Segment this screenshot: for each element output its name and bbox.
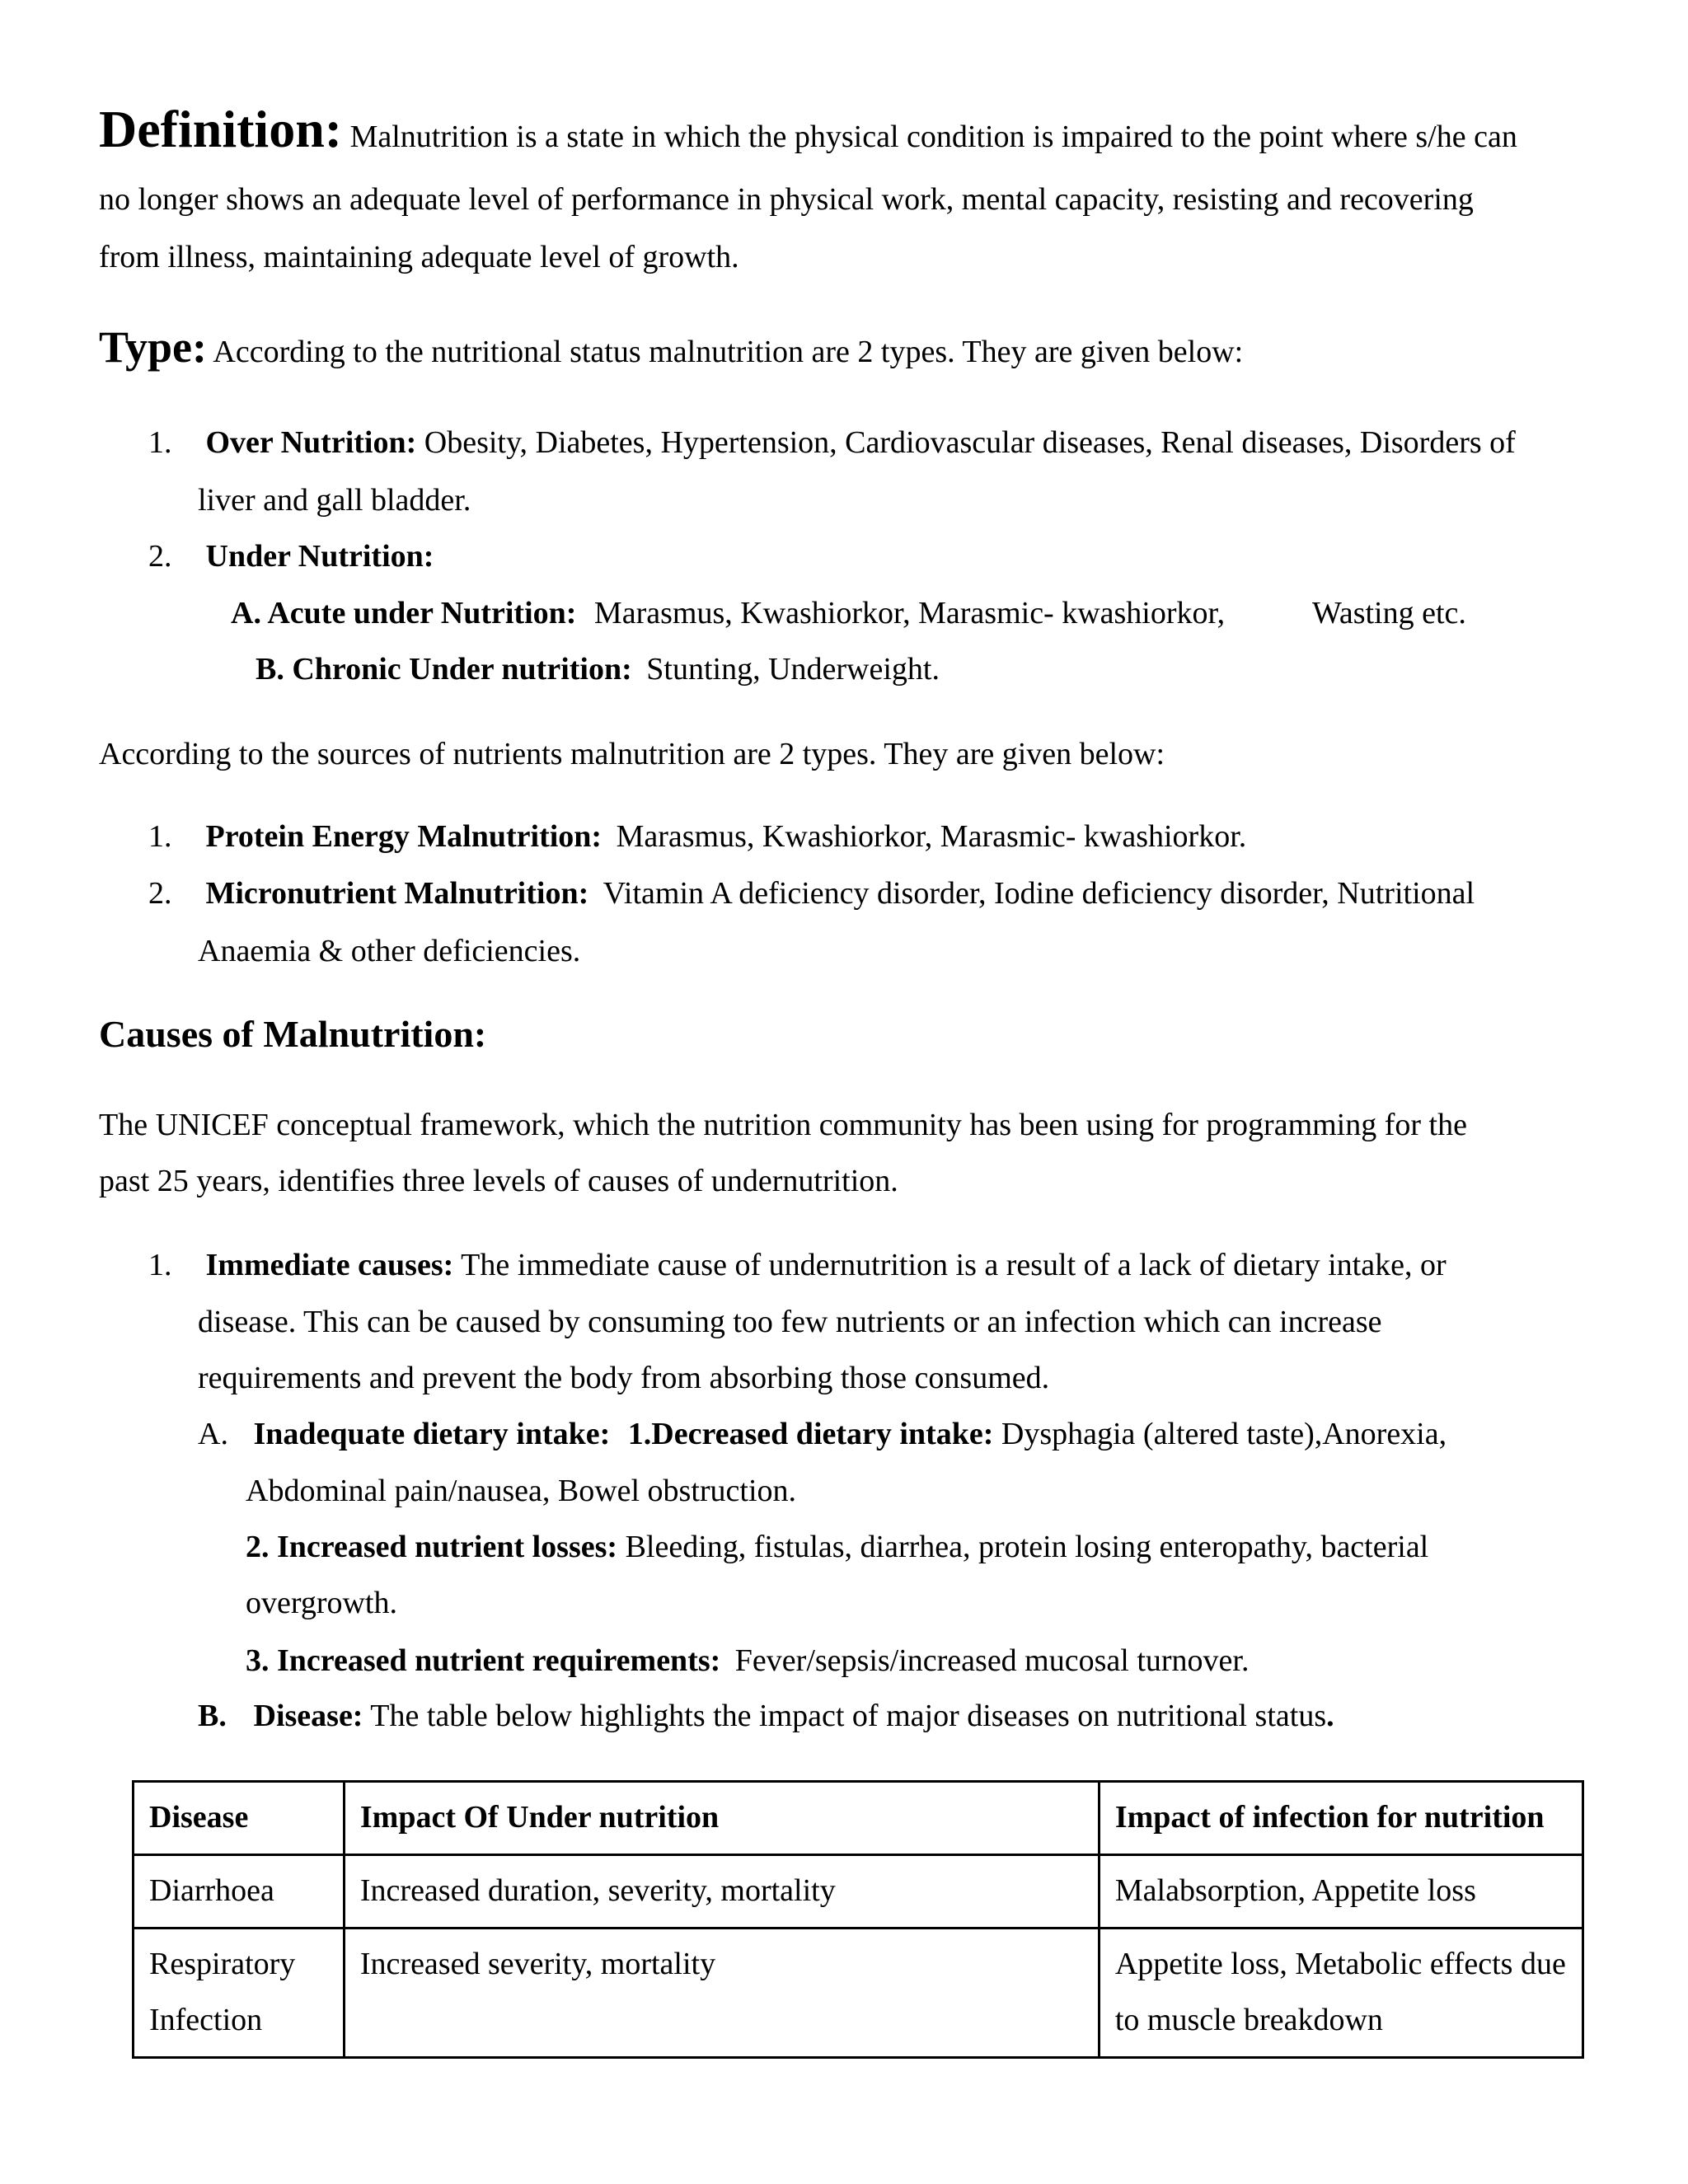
definition-line-1 [99,99,1517,160]
disease-period: . [1326,1699,1334,1733]
table-header-row [134,1782,1583,1855]
disease-impact-table [132,1780,1584,2059]
micronutrient-item [148,875,1475,912]
nutrient-requirements [246,1643,1249,1679]
table-cell: Respiratory Infection [134,1929,345,2058]
over-nutrition-label: Over Nutrition: [205,425,417,460]
pem-item [148,818,1246,855]
over-nutrition-text: Obesity, Diabetes, Hypertension, Cardiovascular diseases, Renal diseases, Disorders of [424,425,1516,460]
disease-text: The table below highlights the impact of major diseases on nutritional status [370,1699,1327,1733]
causes-para-2: past 25 years, identifies three levels of causes of undernutrition. [99,1164,898,1198]
table-header-cell: Disease [134,1782,345,1855]
decreased-intake-label: 1.Decreased dietary intake: [627,1417,994,1451]
definition-text-3: from illness, maintaining adequate level of growth. [99,240,739,274]
over-nutrition-item [148,424,1516,461]
immediate-text-3: requirements and prevent the body from absorbing those consumed. [198,1361,1050,1395]
nutrient-losses-cont: overgrowth. [246,1586,397,1620]
acute-label: A. Acute under Nutrition: [231,596,577,630]
table-row [134,1929,1583,2058]
inadequate-intake [198,1416,1447,1452]
immediate-causes-item [148,1247,1447,1283]
table-cell: Increased duration, severity, mortality [344,1855,1099,1929]
immediate-text-2: disease. This can be caused by consuming too few nutrients or an infection which can increase [198,1305,1382,1339]
nutrient-requirements-text: Fever/sepsis/increased mucosal turnover. [734,1643,1250,1678]
inadequate-label: Inadequate dietary intake: [253,1417,611,1451]
item-number: 2. [148,539,172,574]
table-cell: Increased severity, mortality [344,1929,1099,2058]
item-number: 2. [148,876,172,911]
micronutrient-text: Vitamin A deficiency disorder, Iodine deficiency disorder, Nutritional [603,876,1475,911]
nutrient-losses-text: Bleeding, fistulas, diarrhea, protein losing enteropathy, bacterial [625,1530,1429,1564]
item-number: 1. [148,819,172,854]
definition-text-1: Malnutrition is a state in which the physical condition is impaired to the point where s/he can [349,120,1517,154]
letter-a: A. [198,1417,228,1451]
immediate-text-1: The immediate cause of undernutrition is a result of a lack of dietary intake, or [461,1248,1447,1282]
item-number: 1. [148,1248,172,1282]
pem-label: Protein Energy Malnutrition: [205,819,603,854]
nutrient-requirements-label: 3. Increased nutrient requirements: [246,1643,721,1678]
type-heading: Type: [99,322,207,372]
table-row [134,1855,1583,1929]
definition-heading: Definition: [99,100,343,158]
micronutrient-label: Micronutrient Malnutrition: [205,876,589,911]
definition-text-2: no longer shows an adequate level of performance in physical work, mental capacity, resisting and recovering [99,182,1474,217]
type-intro: According to the nutritional status malnutrition are 2 types. They are given below: [213,335,1244,369]
acute-extra: Wasting etc. [1312,596,1466,630]
decreased-intake-cont: Abdominal pain/nausea, Bowel obstruction. [246,1474,797,1508]
nutrient-losses-label: 2. Increased nutrient losses: [246,1530,618,1564]
acute-text: Marasmus, Kwashiorkor, Marasmic- kwashiorkor, [593,596,1226,630]
table-header-cell: Impact of infection for nutrition [1099,1782,1582,1855]
pem-text: Marasmus, Kwashiorkor, Marasmic- kwashiorkor. [616,819,1247,854]
immediate-label: Immediate causes: [205,1248,454,1282]
type-line [99,321,1243,373]
letter-b: B. [198,1699,227,1733]
chronic-under-nutrition [256,651,940,687]
table-cell: Malabsorption, Appetite loss [1099,1855,1582,1929]
under-nutrition-item [148,538,434,574]
table-header-cell: Impact Of Under nutrition [344,1782,1099,1855]
micronutrient-cont: Anaemia & other deficiencies. [198,934,581,968]
nutrient-losses [246,1529,1428,1565]
disease-label: Disease: [253,1699,363,1733]
under-nutrition-label: Under Nutrition: [205,539,434,574]
chronic-text: Stunting, Underweight. [646,652,940,687]
causes-para-1: The UNICEF conceptual framework, which the nutrition community has been using for programming for the [99,1108,1467,1142]
table-cell: Diarrhoea [134,1855,345,1929]
decreased-intake-text: Dysphagia (altered taste),Anorexia, [1001,1417,1447,1451]
causes-heading: Causes of Malnutrition: [99,1013,487,1055]
item-number: 1. [148,425,172,460]
table-cell: Appetite loss, Metabolic effects due to muscle breakdown [1099,1929,1582,2058]
disease-item [198,1698,1334,1734]
sources-intro: According to the sources of nutrients malnutrition are 2 types. They are given below: [99,737,1165,771]
over-nutrition-cont: liver and gall bladder. [198,483,471,518]
acute-under-nutrition [231,595,1225,631]
chronic-label: B. Chronic Under nutrition: [256,652,632,687]
